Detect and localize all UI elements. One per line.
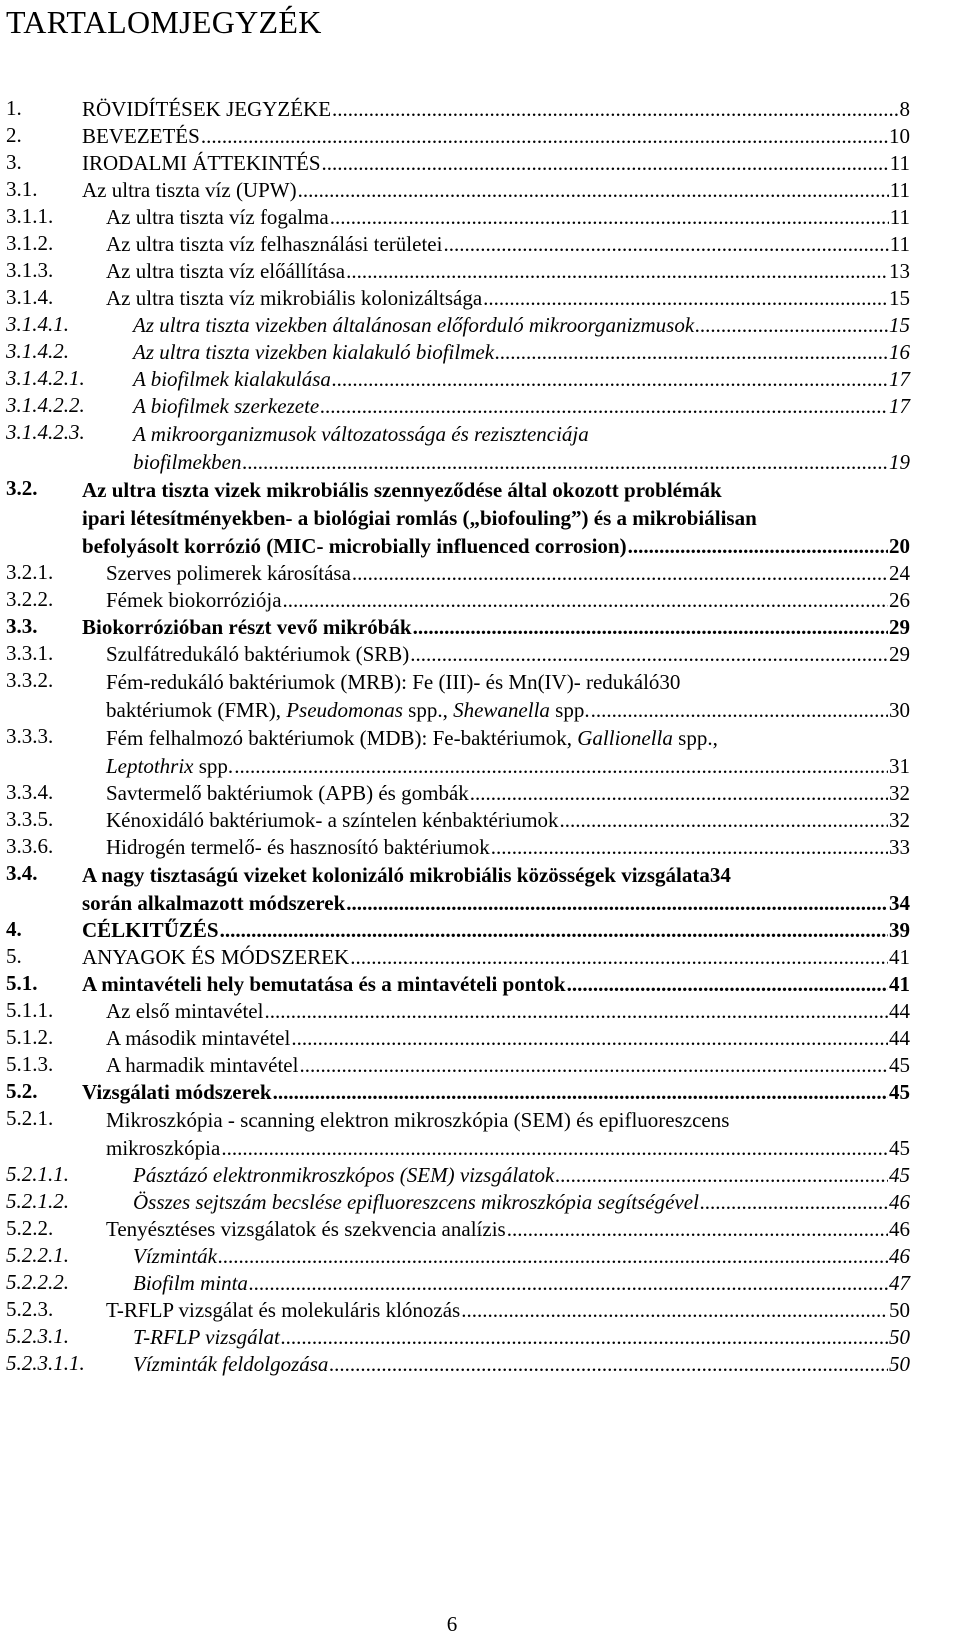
dot-leader — [491, 834, 888, 861]
toc-entry[interactable] — [6, 96, 910, 123]
toc-entry[interactable] — [6, 614, 910, 641]
toc-entry-title: A biofilmek szerkezete — [133, 394, 320, 418]
toc-entry-page: 45 — [889, 1163, 910, 1187]
toc-entry[interactable] — [6, 1052, 910, 1079]
toc-entry-title: ANYAGOK ÉS MÓDSZEREK — [82, 945, 350, 969]
toc-entry-number: 4. — [6, 917, 22, 941]
dot-leader — [273, 1079, 888, 1106]
toc-entry-number: 5.2.1.1. — [6, 1162, 69, 1186]
toc-entry-number: 5.2.2.2. — [6, 1270, 69, 1294]
toc-entry[interactable] — [6, 1106, 910, 1162]
toc-entry[interactable] — [6, 1216, 910, 1243]
toc-entry-title: során alkalmazott módszerek — [82, 891, 346, 915]
toc-entry-page: 26 — [889, 588, 910, 612]
toc-entry[interactable] — [6, 560, 910, 587]
dot-leader — [567, 971, 888, 998]
dot-leader — [218, 1243, 888, 1270]
dot-leader — [320, 393, 888, 420]
toc-entry[interactable] — [6, 177, 910, 204]
toc-entry-title: IRODALMI ÁTTEKINTÉS — [82, 151, 321, 175]
toc-entry[interactable] — [6, 312, 910, 339]
dot-leader — [332, 366, 888, 393]
toc-entry-title: Mikroszkópia - scanning elektron mikroszkópia (SEM) és epifluoreszcens — [106, 1108, 730, 1132]
toc-entry-title: A mintavételi hely bemutatása és a mintavételi pontok — [82, 972, 566, 996]
toc-entry-number: 3.1.4.2.2. — [6, 393, 85, 417]
toc-entry-number: 3.1.4.2.1. — [6, 366, 85, 390]
toc-entry[interactable] — [6, 1189, 910, 1216]
toc-entry[interactable] — [6, 807, 910, 834]
toc-entry-title: A második mintavétel — [106, 1026, 291, 1050]
toc-entry-page: 45 — [889, 1053, 910, 1077]
toc-entry-number: 5.1.3. — [6, 1052, 54, 1076]
dot-leader — [330, 204, 889, 231]
dot-leader — [242, 448, 888, 476]
toc-entry-page: 17 — [889, 367, 910, 391]
toc-entry-page: 41 — [889, 945, 910, 969]
toc-entry-page: 46 — [889, 1244, 910, 1268]
toc-entry-page: 8 — [899, 97, 910, 121]
toc-entry-title: Vízminták feldolgozása — [133, 1352, 329, 1376]
toc-entry[interactable] — [6, 641, 910, 668]
toc-entry-title: befolyásolt korrózió (MIC- microbially influenced corrosion) — [82, 534, 627, 558]
page-title: TARTALOMJEGYZÉK — [6, 4, 322, 40]
toc-entry[interactable] — [6, 420, 910, 476]
toc-entry-page: 13 — [889, 259, 910, 283]
toc-entry-page: 10 — [889, 124, 910, 148]
dot-leader — [249, 1270, 888, 1297]
toc-entry[interactable] — [6, 780, 910, 807]
toc-entry-page: 16 — [889, 340, 910, 364]
toc-entry-number: 5.2.3. — [6, 1297, 54, 1321]
dot-leader — [291, 1025, 888, 1052]
dot-leader — [281, 1324, 888, 1351]
toc-entry-number: 3. — [6, 150, 22, 174]
dot-leader — [695, 312, 888, 339]
toc-entry[interactable] — [6, 998, 910, 1025]
toc-entry-number: 3.4. — [6, 861, 38, 885]
toc-entry-page: 11 — [889, 205, 910, 229]
toc-entry[interactable] — [6, 393, 910, 420]
toc-entry[interactable] — [6, 1270, 910, 1297]
toc-entry-page: 20 — [889, 534, 910, 558]
toc-entry-title: Az ultra tiszta víz fogalma — [106, 205, 329, 229]
toc-entry-page: 19 — [889, 450, 910, 474]
toc-entry-number: 5.1. — [6, 971, 38, 995]
dot-leader — [413, 614, 888, 641]
toc-entry-title: Pásztázó elektronmikroszkópos (SEM) vizsgálatok — [133, 1163, 555, 1187]
toc-entry[interactable] — [6, 231, 910, 258]
toc-entry-number: 3.1.3. — [6, 258, 54, 282]
toc-entry-page: 47 — [889, 1271, 910, 1295]
toc-entry-title: Fém felhalmozó baktériumok (MDB): Fe-baktériumok, Gallionella spp., — [106, 726, 718, 750]
toc-entry-number: 3.2.1. — [6, 560, 54, 584]
dot-leader — [346, 889, 888, 917]
toc-entry-title: A nagy tisztaságú vizeket kolonizáló mikrobiális közösségek vizsgálata34 — [82, 863, 731, 887]
toc-entry[interactable] — [6, 971, 910, 998]
toc-entry[interactable] — [6, 339, 910, 366]
dot-leader — [461, 1297, 888, 1324]
toc-entry-number: 5. — [6, 944, 22, 968]
toc-entry-number: 5.2.2. — [6, 1216, 54, 1240]
toc-entry-number: 3.3.5. — [6, 807, 54, 831]
toc-entry-number: 5.2.3.1. — [6, 1324, 69, 1348]
toc-entry[interactable] — [6, 668, 910, 724]
toc-entry[interactable] — [6, 587, 910, 614]
toc-entry-title: Vízminták — [133, 1244, 217, 1268]
toc-entry-page: 50 — [889, 1325, 910, 1349]
toc-entry[interactable] — [6, 258, 910, 285]
toc-entry[interactable] — [6, 204, 910, 231]
toc-entry[interactable] — [6, 285, 910, 312]
toc-entry[interactable] — [6, 1351, 910, 1378]
toc-entry-number: 5.1.1. — [6, 998, 54, 1022]
toc-entry-title: Az ultra tiszta vizekben általánosan előforduló mikroorganizmusok — [133, 313, 695, 337]
toc-entry[interactable] — [6, 944, 910, 971]
toc-entry-page: 46 — [889, 1190, 910, 1214]
toc-entry[interactable] — [6, 1324, 910, 1351]
toc-entry-number: 3.3.2. — [6, 668, 54, 692]
toc-entry-title: Tenyésztéses vizsgálatok és szekvencia analízis — [106, 1217, 506, 1241]
toc-entry-title: Kénoxidáló baktériumok- a színtelen kénbaktériumok — [106, 808, 559, 832]
toc-entry[interactable] — [6, 1243, 910, 1270]
dot-leader — [443, 231, 888, 258]
toc-entry-title: Vizsgálati módszerek — [82, 1080, 272, 1104]
toc-entry-title: Az ultra tiszta víz (UPW) — [82, 178, 297, 202]
toc-entry-title: BEVEZETÉS — [82, 124, 200, 148]
toc-entry-title: ipari létesítményekben- a biológiai romlás („biofouling”) és a mikrobiálisan — [82, 506, 757, 530]
toc-entry-page: 32 — [889, 781, 910, 805]
toc-entry[interactable] — [6, 1162, 910, 1189]
toc-entry-page: 11 — [889, 178, 910, 202]
toc-entry[interactable] — [6, 123, 910, 150]
toc-entry-number: 3.3.4. — [6, 780, 54, 804]
toc-entry-title: mikroszkópia — [106, 1136, 221, 1160]
toc-entry-page: 32 — [889, 808, 910, 832]
toc-entry-title: Hidrogén termelő- és hasznosító baktériumok — [106, 835, 490, 859]
dot-leader — [495, 339, 888, 366]
dot-leader — [352, 560, 888, 587]
toc-entry-title: Biofilm minta — [133, 1271, 248, 1295]
toc-entry-number: 3.3.3. — [6, 724, 54, 748]
toc-entry-number: 5.2. — [6, 1079, 38, 1103]
toc-entry-number: 5.2.2.1. — [6, 1243, 69, 1267]
toc-entry-title: Az ultra tiszta vizekben kialakuló biofilmek — [133, 340, 495, 364]
toc-entry-title: Fémek biokorróziója — [106, 588, 282, 612]
toc-entry-page: 11 — [889, 232, 910, 256]
toc-entry-page: 29 — [889, 615, 910, 639]
toc-entry-page: 44 — [889, 999, 910, 1023]
toc-entry-number: 5.1.2. — [6, 1025, 54, 1049]
toc-entry-title: A biofilmek kialakulása — [133, 367, 331, 391]
toc-entry-page: 45 — [889, 1136, 910, 1160]
toc-entry-page: 45 — [889, 1080, 910, 1104]
toc-entry-number: 3.3. — [6, 614, 38, 638]
toc-entry-number: 3.1. — [6, 177, 38, 201]
toc-entry-page: 46 — [889, 1217, 910, 1241]
toc-entry-page: 11 — [889, 151, 910, 175]
dot-leader — [350, 944, 888, 971]
toc-entry-number: 3.1.4.2. — [6, 339, 69, 363]
toc-entry-page: 41 — [889, 972, 910, 996]
dot-leader — [299, 1052, 888, 1079]
dot-leader — [234, 752, 888, 780]
toc-entry[interactable] — [6, 476, 910, 560]
toc-entry[interactable] — [6, 1297, 910, 1324]
toc-entry-page: 29 — [889, 642, 910, 666]
dot-leader — [470, 780, 888, 807]
dot-leader — [221, 1134, 888, 1162]
toc-entry-number: 3.1.4.2.3. — [6, 420, 85, 444]
toc-entry-title: Az ultra tiszta vizek mikrobiális szennyeződése által okozott problémák — [82, 478, 722, 502]
toc-entry-page: 33 — [889, 835, 910, 859]
toc-entry-title: biofilmekben — [133, 450, 242, 474]
toc-entry-number: 3.1.4. — [6, 285, 54, 309]
dot-leader — [264, 998, 888, 1025]
toc-entry-number: 3.1.2. — [6, 231, 54, 255]
toc-entry-number: 3.1.1. — [6, 204, 54, 228]
toc-entry[interactable] — [6, 861, 910, 917]
toc-entry-page: 34 — [889, 891, 910, 915]
toc-entry-title: A harmadik mintavétel — [106, 1053, 299, 1077]
toc-entry-number: 5.2.3.1.1. — [6, 1351, 85, 1375]
toc-entry-number: 3.3.1. — [6, 641, 54, 665]
toc-entry-page: 50 — [889, 1298, 910, 1322]
toc-entry-title: Savtermelő baktériumok (APB) és gombák — [106, 781, 469, 805]
toc-entry[interactable] — [6, 1025, 910, 1052]
toc-entry-page: 31 — [889, 754, 910, 778]
toc-entry-title: baktériumok (FMR), Pseudomonas spp., Shewanella spp. — [106, 698, 590, 722]
toc-entry[interactable] — [6, 917, 910, 944]
toc-entry-page: 30 — [889, 698, 910, 722]
toc-entry-number: 3.2. — [6, 476, 38, 500]
dot-leader — [560, 807, 888, 834]
toc-entry-title: A mikroorganizmusok változatossága és rezisztenciája — [133, 422, 589, 446]
toc-entry-title: Az ultra tiszta víz felhasználási területei — [106, 232, 443, 256]
toc-entry-title: CÉLKITŰZÉS — [82, 918, 219, 942]
toc-entry-number: 3.1.4.1. — [6, 312, 69, 336]
dot-leader — [220, 917, 888, 944]
dot-leader — [483, 285, 888, 312]
dot-leader — [346, 258, 888, 285]
dot-leader — [329, 1351, 888, 1378]
dot-leader — [628, 532, 888, 560]
toc-entry-page: 50 — [889, 1352, 910, 1376]
toc-entry[interactable] — [6, 1079, 910, 1106]
toc-entry-page: 15 — [889, 286, 910, 310]
toc-entry-title: RÖVIDÍTÉSEK JEGYZÉKE — [82, 97, 332, 121]
toc-entry-page: 24 — [889, 561, 910, 585]
toc-entry[interactable] — [6, 724, 910, 780]
toc-entry-title: Biokorrózióban részt vevő mikróbák — [82, 615, 412, 639]
dot-leader — [507, 1216, 888, 1243]
toc-entry-title: Az első mintavétel — [106, 999, 264, 1023]
toc-entry[interactable] — [6, 150, 910, 177]
toc-entry[interactable] — [6, 834, 910, 861]
dot-leader — [332, 96, 898, 123]
toc-entry-number: 3.3.6. — [6, 834, 54, 858]
toc-entry-title: Összes sejtszám becslése epifluoreszcens mikroszkópia segítségével — [133, 1190, 699, 1214]
toc-entry-title: Fém-redukáló baktériumok (MRB): Fe (III)- és Mn(IV)- redukáló30 — [106, 670, 681, 694]
toc-entry-number: 3.2.2. — [6, 587, 54, 611]
toc-entry-title: Az ultra tiszta víz mikrobiális kolonizáltsága — [106, 286, 483, 310]
toc-entry-number: 5.2.1. — [6, 1106, 54, 1130]
toc-entry-number: 2. — [6, 123, 22, 147]
toc-entry-page: 15 — [889, 313, 910, 337]
dot-leader — [555, 1162, 888, 1189]
table-of-contents — [6, 96, 910, 1378]
toc-entry-number: 1. — [6, 96, 22, 120]
dot-leader — [322, 150, 889, 177]
dot-leader — [283, 587, 888, 614]
toc-entry-title: Az ultra tiszta víz előállítása — [106, 259, 346, 283]
toc-entry-number: 5.2.1.2. — [6, 1189, 69, 1213]
toc-entry-page: 44 — [889, 1026, 910, 1050]
page-number: 6 — [446, 1612, 458, 1636]
dot-leader — [298, 177, 889, 204]
toc-entry-page: 39 — [889, 918, 910, 942]
toc-entry-title: Leptothrix spp. — [106, 754, 234, 778]
dot-leader — [201, 123, 888, 150]
dot-leader — [410, 641, 888, 668]
toc-entry-title: Szerves polimerek károsítása — [106, 561, 351, 585]
dot-leader — [591, 696, 888, 724]
toc-entry[interactable] — [6, 366, 910, 393]
toc-entry-page: 17 — [889, 394, 910, 418]
dot-leader — [700, 1189, 888, 1216]
toc-entry-title: Szulfátredukáló baktériumok (SRB) — [106, 642, 410, 666]
toc-entry-title: T-RFLP vizsgálat és molekuláris klónozás — [106, 1298, 461, 1322]
toc-entry-title: T-RFLP vizsgálat — [133, 1325, 280, 1349]
